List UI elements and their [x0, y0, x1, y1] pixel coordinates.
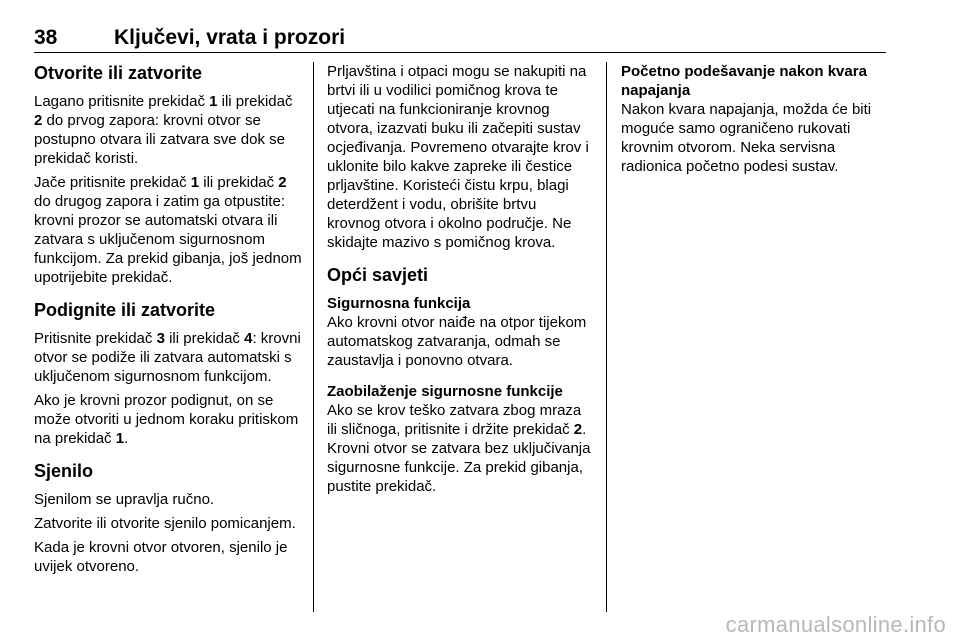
- subheading-override-safety: Zaobilaženje sigurnosne funkcije: [327, 383, 563, 400]
- paragraph: Lagano pritisnite prekidač 1 ili prekidač 2 do prvog zapora: krovni otvor se postupno otvara ili zatvara sve dok se prekidač koristi.: [34, 93, 293, 167]
- switch-number: 2: [34, 112, 43, 129]
- switch-number: 2: [278, 174, 287, 191]
- paragraph: Prljavština i otpaci mogu se nakupiti na brtvi ili u vodilici pomičnog krova te utjecati na funkcioniranje krovnog otvora, izazvati buku ili začepiti sustav ocjeđivanja. Povremeno otvarajte krov i uklonite bilo kakve zapreke ili čestice prljavštine. Koristeći čistu krpu, blagi deterdžent i vodu, obrišite brtvu krovnog otvora i okolno područje. Ne skidajte mazivo s pomičnog krova.: [327, 63, 589, 251]
- switch-number: 3: [156, 330, 165, 347]
- heading-sunshade: Sjenilo: [34, 461, 94, 481]
- column-middle: [327, 62, 592, 501]
- subheading-safety-function: Sigurnosna funkcija: [327, 295, 471, 312]
- paragraph: Kada je krovni otvor otvoren, sjenilo je uvijek otvoreno.: [34, 539, 288, 575]
- heading-open-close: Otvorite ili zatvorite: [34, 63, 203, 83]
- subheading-initialization: Početno podešavanje nakon kvara napajanja: [621, 63, 867, 99]
- switch-number: 1: [209, 93, 218, 110]
- paragraph: Zatvorite ili otvorite sjenilo pomicanjem.: [34, 515, 296, 532]
- paragraph: Ako je krovni prozor podignut, on se može otvoriti u jednom koraku pritiskom na prekidač 1.: [34, 392, 299, 447]
- paragraph: Pritisnite prekidač 3 ili prekidač 4: krovni otvor se podiže ili zatvara automatski s uključenom sigurnosnom funkcijom.: [34, 330, 301, 385]
- switch-number: 2: [573, 421, 583, 438]
- column-right: [621, 62, 891, 181]
- paragraph: Sjenilom se upravlja ručno.: [34, 491, 215, 508]
- switch-number: 1: [115, 430, 125, 447]
- heading-general-advice: Opći savjeti: [327, 265, 429, 285]
- page-number: 38: [34, 26, 58, 49]
- switch-number: 1: [190, 174, 200, 191]
- switch-number: 4: [244, 330, 253, 347]
- paragraph: Ako se krov teško zatvara zbog mraza ili sličnoga, pritisnite i držite prekidač 2. Krovni otvor se zatvara bez uključivanja sigurnosne funkcije. Za prekid gibanja, pustite prekidač.: [327, 402, 591, 495]
- page-header: [34, 26, 886, 52]
- column-divider: [606, 62, 607, 612]
- paragraph: Nakon kvara napajanja, možda će biti moguće samo ograničeno rukovati krovnim otvorom. Neka servisna radionica početno podesi sustav.: [621, 101, 872, 175]
- column-left: [34, 62, 302, 581]
- paragraph: Jače pritisnite prekidač 1 ili prekidač 2 do drugog zapora i zatim ga otpustite: krovni prozor se automatski otvara ili zatvara s uključenom sigurnosnom funkcijom. Za prekid gibanja, još jednom upotrijebite prekidač.: [34, 174, 302, 286]
- watermark-brand: carmanualsonline.info: [725, 612, 946, 637]
- column-divider: [313, 62, 314, 612]
- paragraph: Ako krovni otvor naiđe na otpor tijekom automatskog zatvaranja, odmah se zaustavlja i ponovno otvara.: [327, 314, 587, 369]
- heading-raise-close: Podignite ili zatvorite: [34, 300, 216, 320]
- header-rule: [34, 52, 886, 53]
- running-title: Ključevi, vrata i prozori: [114, 26, 346, 49]
